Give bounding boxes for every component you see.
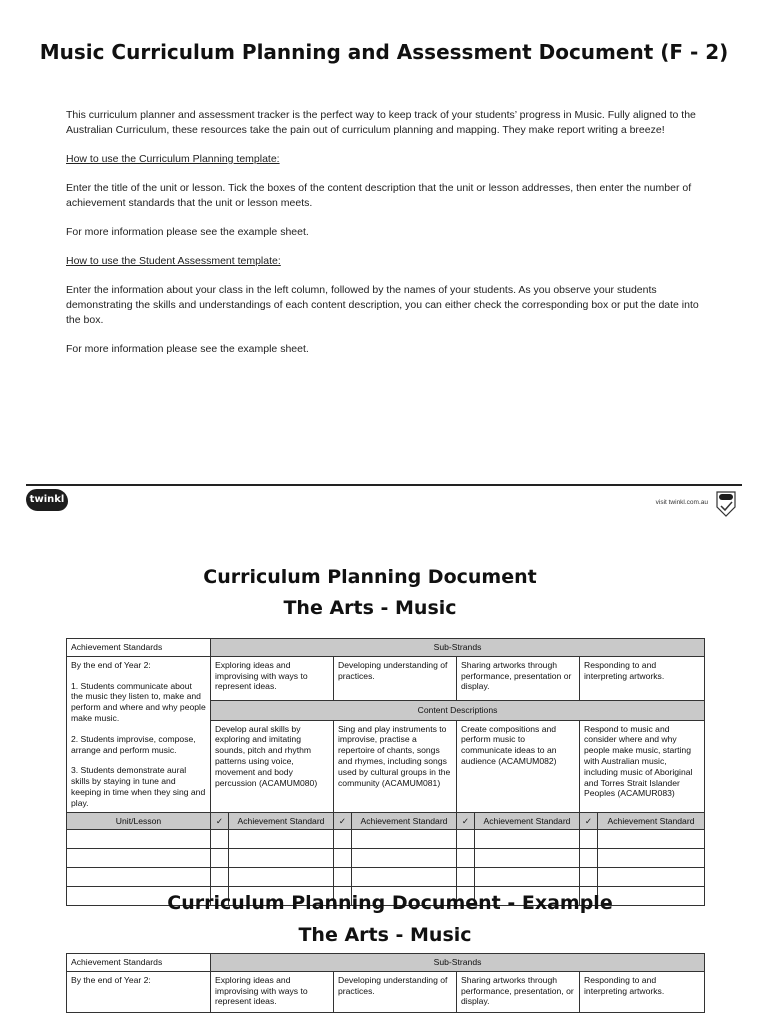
tick-cell[interactable] [580,849,598,868]
intro-paragraph: Enter the title of the unit or lesson. Tick the boxes of the content description that the unit or lesson addresses, then enter the number of achievement standards that the unit or lesson meets. [66,182,692,209]
substrand-cell: Exploring ideas and improvising with ways to represent ideas. [211,656,334,700]
substrands-header: Sub-Strands [211,954,705,972]
description-cell: Respond to music and consider where and why people make music, starting with Australian music, including music of Aboriginal and Torres Strait Islander Peoples (ACAMUR083) [580,720,705,812]
tick-column-header: ✓ [457,812,475,830]
standards-intro: By the end of Year 2: [71,659,151,670]
planning-subtitle: The Arts - Music [283,597,457,619]
planning-table [66,638,705,906]
achievement-standard-header: Achievement Standard [352,812,457,830]
intro-text [66,108,706,371]
tick-cell[interactable] [457,868,475,887]
planning-title: Curriculum Planning Document [203,566,537,588]
achievement-standards-header: Achievement Standards [67,639,211,657]
standard-cell[interactable] [475,868,580,887]
tick-cell[interactable] [211,849,229,868]
document-title: Music Curriculum Planning and Assessment Document (F - 2) [39,40,729,64]
substrands-header: Sub-Strands [211,639,705,657]
standard-cell[interactable] [352,868,457,887]
standard-item: 1. Students communicate about the music they listen to, make and perform and where and why people make music. [71,680,206,723]
substrand-cell: Sharing artworks through performance, presentation, or display. [457,971,580,1012]
achievement-standard-header: Achievement Standard [475,812,580,830]
description-cell: Sing and play instruments to improvise, practise a repertoire of chants, songs and rhymes, including songs used by cultural groups in the community (ACAMUM081) [334,720,457,812]
table-row [67,830,705,849]
table-row [67,868,705,887]
standards-intro: By the end of Year 2: [67,971,211,1012]
achievement-standards-text [67,656,211,812]
standard-cell[interactable] [475,830,580,849]
table-row [67,849,705,868]
tick-cell[interactable] [334,830,352,849]
example-subtitle: The Arts - Music [298,924,472,946]
standard-item: 3. Students demonstrate aural skills by staying in tune and keeping in time when they sing and play. [71,765,206,808]
description-cell: Develop aural skills by exploring and imitating sounds, pitch and rhythm patterns using voice, movement and body percussion (ACAMUM080) [211,720,334,812]
unit-lesson-cell[interactable] [67,849,211,868]
standard-cell[interactable] [352,830,457,849]
achievement-standard-header: Achievement Standard [229,812,334,830]
substrand-cell: Sharing artworks through performance, presentation or display. [457,656,580,700]
tick-cell[interactable] [457,830,475,849]
intro-paragraph: This curriculum planner and assessment tracker is the perfect way to keep track of your students’ progress in Music. Fully aligned to the Australian Curriculum, these resources take the pain out of curriculum planning and mapping. They make report writing a breeze! [66,109,696,136]
quality-badge-icon [711,489,741,519]
tick-cell[interactable] [457,849,475,868]
substrand-cell: Developing understanding of practices. [334,971,457,1012]
standard-cell[interactable] [598,849,705,868]
standard-cell[interactable] [352,849,457,868]
tick-column-header: ✓ [580,812,598,830]
visit-link-text: visit twinkl.com.au [655,499,708,506]
example-table [66,953,705,1013]
substrand-cell: Responding to and interpreting artworks. [580,656,705,700]
tick-cell[interactable] [334,868,352,887]
standard-cell[interactable] [598,830,705,849]
tick-cell[interactable] [580,868,598,887]
tick-cell[interactable] [580,830,598,849]
content-descriptions-header: Content Descriptions [211,700,705,720]
standard-cell[interactable] [229,868,334,887]
unit-lesson-header: Unit/Lesson [67,812,211,830]
intro-paragraph: Enter the information about your class in the left column, followed by the names of your students. As you observe your students demonstrating the skills and understandings of each content description, you can either check the corresponding box or put the date into the box. [66,284,699,326]
tick-column-header: ✓ [211,812,229,830]
substrand-cell: Exploring ideas and improvising with ways to represent ideas. [211,971,334,1012]
standard-cell[interactable] [475,849,580,868]
standard-cell[interactable] [598,868,705,887]
standard-item: 2. Students improvise, compose, arrange and perform music. [71,733,196,755]
achievement-standard-header: Achievement Standard [598,812,705,830]
example-title: Curriculum Planning Document - Example [167,892,613,914]
planning-howto-heading: How to use the Curriculum Planning template: [66,153,280,165]
substrand-cell: Developing understanding of practices. [334,656,457,700]
description-cell: Create compositions and perform music to communicate ideas to an audience (ACAMUM082) [457,720,580,812]
intro-paragraph: For more information please see the example sheet. [66,343,309,355]
standard-cell[interactable] [229,849,334,868]
tick-cell[interactable] [211,868,229,887]
tick-column-header: ✓ [334,812,352,830]
unit-lesson-cell[interactable] [67,868,211,887]
standard-cell[interactable] [229,830,334,849]
achievement-standards-header: Achievement Standards [67,954,211,972]
assessment-howto-heading: How to use the Student Assessment template: [66,255,281,267]
twinkl-logo: twinkl [26,489,68,511]
tick-cell[interactable] [334,849,352,868]
tick-cell[interactable] [211,830,229,849]
page-divider [26,484,742,486]
unit-lesson-cell[interactable] [67,830,211,849]
substrand-cell: Responding to and interpreting artworks. [580,971,705,1012]
intro-paragraph: For more information please see the example sheet. [66,226,309,238]
